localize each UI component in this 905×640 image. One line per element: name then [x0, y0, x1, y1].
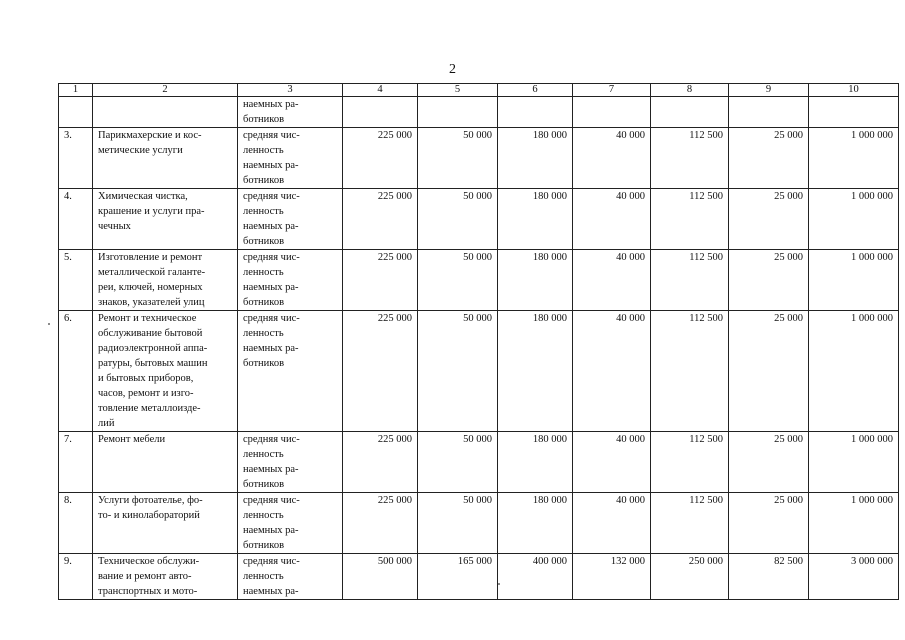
- value-cell: 1 000 000: [809, 493, 899, 554]
- value-cell: 40 000: [573, 189, 651, 250]
- value-cell: [651, 97, 729, 128]
- value-cell: 40 000: [573, 493, 651, 554]
- value-cell: 1 000 000: [809, 311, 899, 432]
- value-cell: 180 000: [498, 311, 573, 432]
- value-cell: 180 000: [498, 493, 573, 554]
- value-cell: [573, 97, 651, 128]
- row-number-cell: 5.: [59, 250, 93, 311]
- value-cell: 40 000: [573, 250, 651, 311]
- value-cell: [729, 97, 809, 128]
- indicator-cell: средняя чис- ленность наемных ра-: [238, 554, 343, 600]
- indicator-cell: средняя чис- ленность наемных ра- ботников: [238, 189, 343, 250]
- value-cell: 112 500: [651, 311, 729, 432]
- indicator-cell: средняя чис- ленность наемных ра- ботников: [238, 311, 343, 432]
- column-header: 2: [93, 84, 238, 97]
- value-cell: 50 000: [418, 128, 498, 189]
- column-header: 9: [729, 84, 809, 97]
- table-row: [59, 189, 899, 250]
- row-number-cell: 3.: [59, 128, 93, 189]
- value-cell: 132 000: [573, 554, 651, 600]
- table-row: [59, 311, 899, 432]
- value-cell: 1 000 000: [809, 432, 899, 493]
- value-cell: 50 000: [418, 189, 498, 250]
- value-cell: 40 000: [573, 128, 651, 189]
- column-header: 7: [573, 84, 651, 97]
- value-cell: 40 000: [573, 311, 651, 432]
- row-number-cell: 6.: [59, 311, 93, 432]
- activity-cell: Техническое обслужи- вание и ремонт авто- транспортных и мото-: [93, 554, 238, 600]
- scan-speck-icon: [498, 583, 500, 585]
- indicator-cell: средняя чис- ленность наемных ра- ботников: [238, 432, 343, 493]
- value-cell: 112 500: [651, 493, 729, 554]
- value-cell: [418, 97, 498, 128]
- row-number-cell: 8.: [59, 493, 93, 554]
- value-cell: 50 000: [418, 493, 498, 554]
- value-cell: 165 000: [418, 554, 498, 600]
- value-cell: 250 000: [651, 554, 729, 600]
- activity-cell: Парикмахерские и кос- метические услуги: [93, 128, 238, 189]
- indicator-cell: средняя чис- ленность наемных ра- ботников: [238, 250, 343, 311]
- value-cell: 25 000: [729, 128, 809, 189]
- value-cell: 25 000: [729, 189, 809, 250]
- column-header: 1: [59, 84, 93, 97]
- value-cell: 225 000: [343, 128, 418, 189]
- table-body: [59, 84, 899, 600]
- table-row: [59, 432, 899, 493]
- column-header: 3: [238, 84, 343, 97]
- activity-cell: [93, 97, 238, 128]
- value-cell: 112 500: [651, 128, 729, 189]
- column-header: 8: [651, 84, 729, 97]
- value-cell: [343, 97, 418, 128]
- value-cell: 82 500: [729, 554, 809, 600]
- activity-cell: Ремонт мебели: [93, 432, 238, 493]
- column-header: 6: [498, 84, 573, 97]
- tariff-table: [58, 83, 899, 600]
- value-cell: 25 000: [729, 250, 809, 311]
- value-cell: 1 000 000: [809, 189, 899, 250]
- activity-cell: Изготовление и ремонт металлической галанте- реи, ключей, номерных знаков, указателей улиц: [93, 250, 238, 311]
- value-cell: 500 000: [343, 554, 418, 600]
- table-row: [59, 128, 899, 189]
- value-cell: 25 000: [729, 493, 809, 554]
- row-number-cell: 4.: [59, 189, 93, 250]
- value-cell: 50 000: [418, 250, 498, 311]
- value-cell: 112 500: [651, 189, 729, 250]
- column-header: 5: [418, 84, 498, 97]
- page-number: 2: [449, 62, 456, 77]
- value-cell: 225 000: [343, 432, 418, 493]
- value-cell: 225 000: [343, 189, 418, 250]
- continued-row: [59, 97, 899, 128]
- value-cell: 1 000 000: [809, 128, 899, 189]
- indicator-cell: наемных ра- ботников: [238, 97, 343, 128]
- value-cell: 50 000: [418, 311, 498, 432]
- value-cell: 25 000: [729, 311, 809, 432]
- value-cell: 180 000: [498, 250, 573, 311]
- table-row: [59, 493, 899, 554]
- scan-speck-icon: [48, 323, 50, 325]
- value-cell: 180 000: [498, 128, 573, 189]
- value-cell: 225 000: [343, 311, 418, 432]
- indicator-cell: средняя чис- ленность наемных ра- ботников: [238, 493, 343, 554]
- row-number-cell: 7.: [59, 432, 93, 493]
- value-cell: [809, 97, 899, 128]
- value-cell: 225 000: [343, 493, 418, 554]
- activity-cell: Химическая чистка, крашение и услуги пра- чечных: [93, 189, 238, 250]
- table-row: [59, 554, 899, 600]
- column-header: 10: [809, 84, 899, 97]
- value-cell: 112 500: [651, 432, 729, 493]
- value-cell: 3 000 000: [809, 554, 899, 600]
- table-row: [59, 250, 899, 311]
- value-cell: 400 000: [498, 554, 573, 600]
- value-cell: [498, 97, 573, 128]
- value-cell: 25 000: [729, 432, 809, 493]
- value-cell: 180 000: [498, 189, 573, 250]
- row-number-cell: 9.: [59, 554, 93, 600]
- activity-cell: Ремонт и техническое обслуживание бытовой радиоэлектронной аппа- ратуры, бытовых машин и бытовых приборов, часов, ремонт и изго- товление металлоизде- лий: [93, 311, 238, 432]
- activity-cell: Услуги фотоателье, фо- то- и кинолабораторий: [93, 493, 238, 554]
- value-cell: 40 000: [573, 432, 651, 493]
- row-number-cell: [59, 97, 93, 128]
- value-cell: 112 500: [651, 250, 729, 311]
- column-header-row: [59, 84, 899, 97]
- value-cell: 1 000 000: [809, 250, 899, 311]
- value-cell: 225 000: [343, 250, 418, 311]
- value-cell: 180 000: [498, 432, 573, 493]
- column-header: 4: [343, 84, 418, 97]
- value-cell: 50 000: [418, 432, 498, 493]
- indicator-cell: средняя чис- ленность наемных ра- ботников: [238, 128, 343, 189]
